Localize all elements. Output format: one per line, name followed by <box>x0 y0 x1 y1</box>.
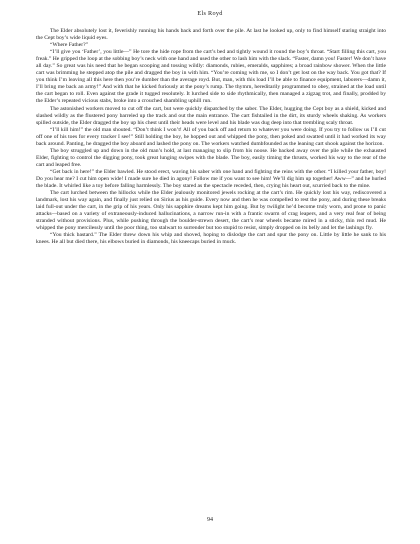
paragraph: “I’ll kill him!” the old man shouted. “Don’t think I won’t! All of you back off and return to whatever you were doing. If you try to follow us I’ll cut off one of his toes for every tracker I see!” Still holding the boy, he hopped out and whipped the pony, then poked and swatted until it had worked its way back around. Panting, he dragged the boy aboard and lashed the pony on. The workers watched dumbfounded as the leaning cart shook against the horizon. <box>36 126 386 147</box>
paragraph: “I’ll give you ‘Father’, you little—” He tore the hide rope from the cart’s bed and tightly wound it round the boy’s throat. “Start filling this cart, you freak.” He gripped the loop at the sobbing boy’s neck with one hand and used the other to lash him with the slack. “Faster, damn you! Faster! We don’t have all day.” So great was his need that he began scooping and tossing wildly: diamonds, rubies, emeralds, sapphires; a broad rainbow shower. When the little cart was brimming he stepped atop the pile and dragged the boy in with him. “You’re coming with me, so I don’t get lost on the way back. You got that? If you think I’m leaving all this here then you’re dumber than the average royd. But, man, with this load I’ll be able to finance equipment, laborers—damn it, I’ll bring me back an army!” And with that he kicked furiously at the pony’s rump. The thymrn, hereditarily programmed to obey, strained at the load until the cart began to roll. Even against the grade it tugged resolutely. It lurched side to side rhythmically, then managed a zigzag trot, and finally, prodded by the Elder’s repeated vicious stabs, broke into a crouched shambling uphill run. <box>36 49 386 105</box>
body-text <box>36 28 386 498</box>
running-header: Els Royd <box>197 10 223 17</box>
paragraph: “You thick bastard.” The Elder threw down his whip and shoved, hoping to dislodge the cart and spur the pony on. Little by little he sank to his knees. He all but died there, his elbows buried in diamonds, his kneecaps buried in muck. <box>36 232 386 246</box>
paragraph: The cart lurched between the hillocks while the Elder jealously monitored jewels rocking at the cart’s rim. He quickly lost his way, rediscovered a landmark, lost his way again, and finally just relied on Sirius as his guide. Every now and then he was compelled to rest the pony, and during these breaks laid full-out under the cart, in the grip of his years. Only his sapphire dreams kept him going. But by twilight he’d become truly worn, and prone to panic attacks—based on a variety of extraneously-induced hallucinations, a narrow run-in with a frantic swarm of crag leapers, and a very real fear of being stranded without provisions. Plus, while pushing through the boulder-strewn desert, the cart’s rear wheels became mired in a sticky, thin red mud. He whipped the pony mercilessly until the poor thing, too stalwart to surrender but too stupid to resist, simply dropped on its belly and let the lashings fly. <box>36 190 386 232</box>
paragraph: The boy struggled up and down in the old man’s hold, at last managing to slip from his noose. He backed away over the pile while the exhausted Elder, fighting to control the digging pony, took great lunging swipes with the blade. The boy, easily timing the thrusts, worked his way to the rear of the cart and leaped free. <box>36 147 386 168</box>
paragraph: “Where Father?” <box>50 42 89 49</box>
paragraph: The Elder absolutely lost it, feverishly running his hands back and forth over the pile. At last he looked up, only to find himself staring straight into the Cept boy’s wide liquid eyes. <box>36 28 386 42</box>
page-number: 94 <box>207 517 213 523</box>
paragraph: “Get back in here!” the Elder bawled. He stood erect, waving his saber with one hand and fighting the reins with the other. “I killed your father, boy! Do you hear me? I cut him open wide! I made sure he died in agony! Follow me if you want to see him! We’ll dig him up together! Aww—” and he hurled the blade. It whirled like a toy before falling harmlessly. The boy stared as the spectacle receded, then, crying his heart out, scurried back to the mine. <box>36 168 386 190</box>
paragraph: The astonished workers moved to cut off the cart, but were quickly dispatched by the saber. The Elder, hugging the Cept boy as a shield, kicked and slashed wildly as the flustered pony barreled up the track and out the main entrance. The cart fishtailed in the dirt, its sturdy wheels shaking. As workers spilled outside, the Elder dragged the boy up his chest until their heads were level and his blade was dug deep into that trembling scaly throat. <box>36 105 386 126</box>
